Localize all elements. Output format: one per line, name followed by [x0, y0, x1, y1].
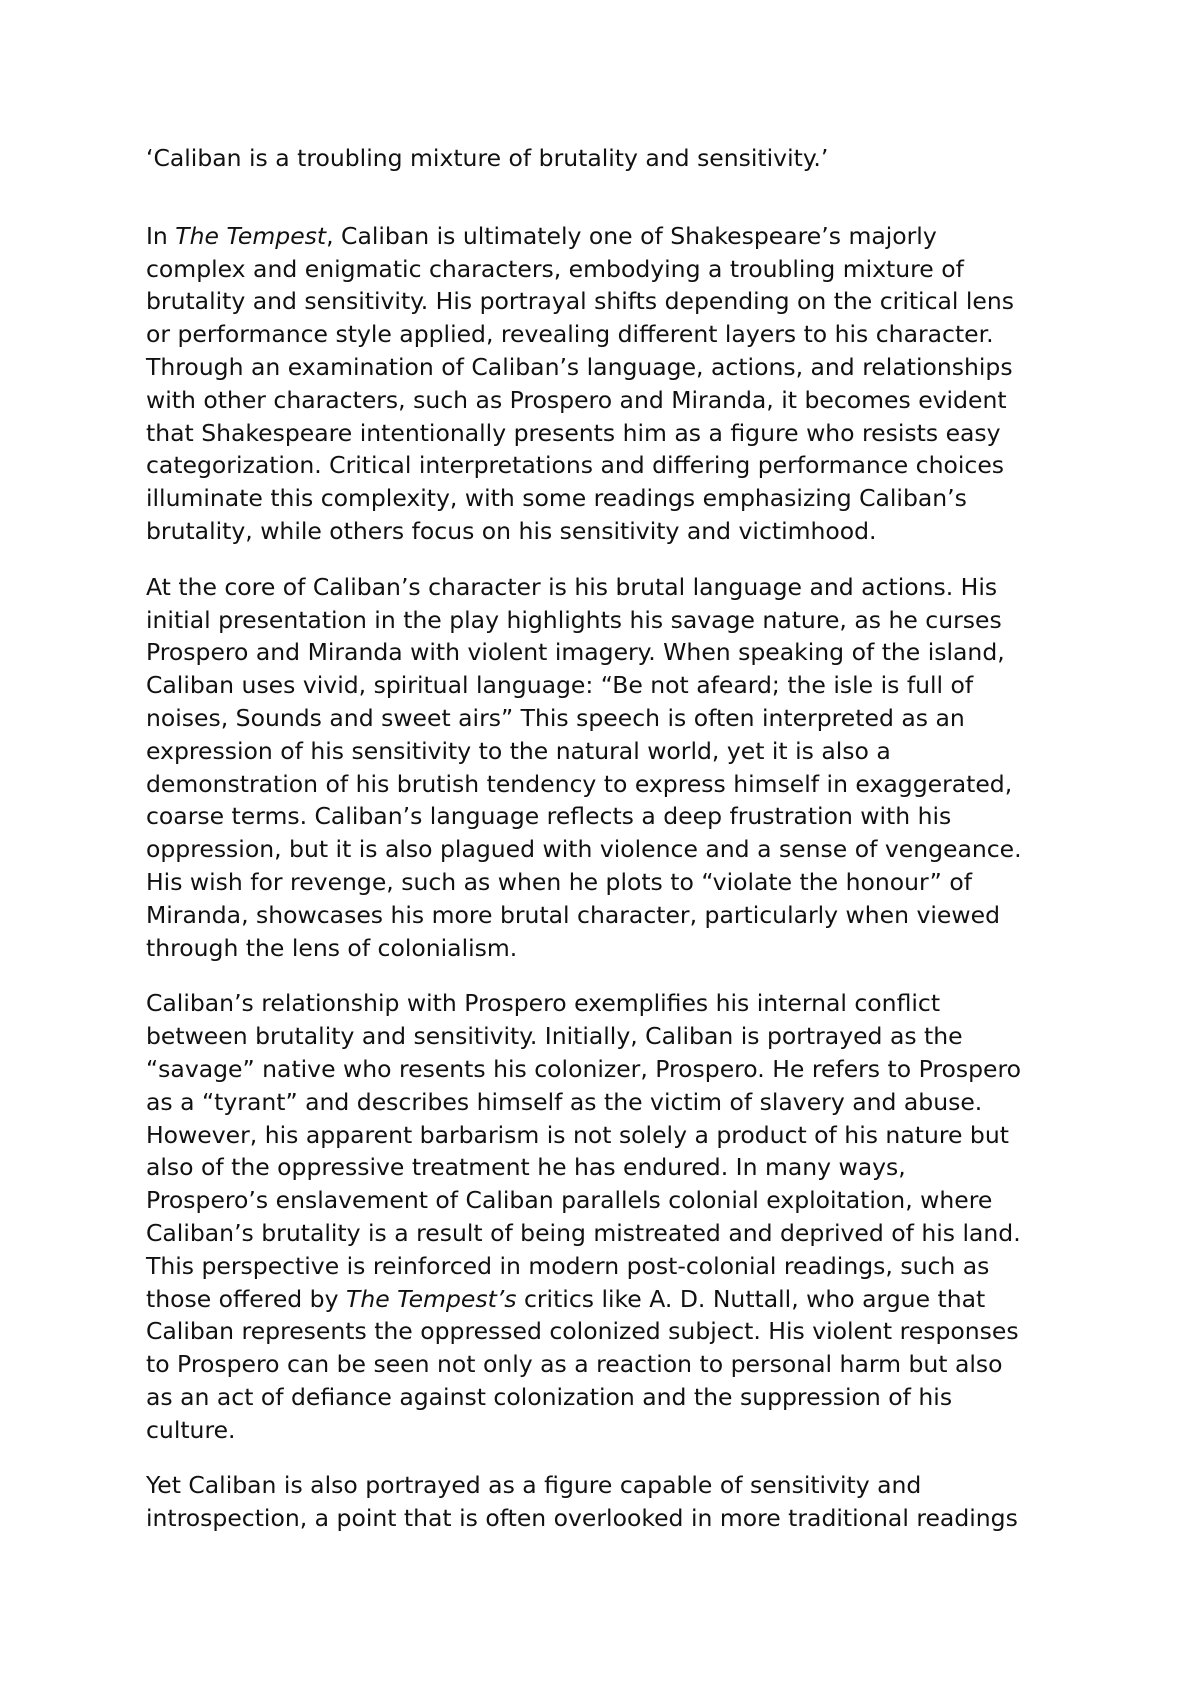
paragraph-container	[146, 220, 1076, 1535]
paragraph-line	[146, 1348, 1076, 1381]
paragraph-line	[146, 1381, 1076, 1414]
line-text: demonstration of his brutish tendency to express himself in exaggerated,	[146, 769, 1013, 798]
paragraph-line	[146, 351, 1076, 384]
line-text: categorization. Critical interpretations and differing performance choices	[146, 451, 1005, 480]
line-text: through the lens of colonialism.	[146, 933, 518, 962]
line-text: also of the oppressive treatment he has endured. In many ways,	[146, 1153, 906, 1182]
line-text: with other characters, such as Prospero and Miranda, it becomes evident	[146, 385, 1007, 414]
line-text: that Shakespeare intentionally presents him as a figure who resists easy	[146, 418, 1001, 447]
paragraph-line	[146, 417, 1076, 450]
line-text: or performance style applied, revealing different layers to his character.	[146, 320, 994, 349]
paragraph-line	[146, 285, 1076, 318]
paragraph-line	[146, 1315, 1076, 1348]
paragraph	[146, 571, 1076, 965]
paragraph-line	[146, 1151, 1076, 1184]
essay-title: ‘Caliban is a troubling mixture of brutality and sensitivity.’	[146, 144, 829, 172]
paragraph-line	[146, 1414, 1076, 1447]
line-text: Yet Caliban is also portrayed as a figure capable of sensitivity and	[146, 1471, 922, 1500]
paragraph-line	[146, 1283, 1076, 1316]
paragraph-line	[146, 702, 1076, 735]
paragraph-line	[146, 1119, 1076, 1152]
paragraph-line	[146, 318, 1076, 351]
paragraph-line	[146, 932, 1076, 965]
paragraph-line	[146, 1184, 1076, 1217]
line-text: brutality and sensitivity. His portrayal shifts depending on the critical lens	[146, 287, 1015, 316]
paragraph-line	[146, 253, 1076, 286]
line-text: those offered by	[146, 1284, 346, 1313]
line-text: expression of his sensitivity to the natural world, yet it is also a	[146, 736, 891, 765]
line-text: In	[146, 221, 176, 250]
line-text: His wish for revenge, such as when he plots to “violate the honour” of	[146, 867, 972, 896]
paragraph-line	[146, 899, 1076, 932]
line-text: Caliban uses vivid, spiritual language: “Be not afeard; the isle is full of	[146, 671, 974, 700]
paragraph-line	[146, 768, 1076, 801]
line-text: However, his apparent barbarism is not solely a product of his nature but	[146, 1120, 1009, 1149]
italic-title-text: The Tempest	[175, 221, 327, 250]
line-text: initial presentation in the play highlights his savage nature, as he curses	[146, 605, 1002, 634]
paragraph-line	[146, 800, 1076, 833]
line-text: , Caliban is ultimately one of Shakespeare’s majorly	[326, 221, 937, 250]
paragraph-line	[146, 220, 1076, 253]
line-text: as a “tyrant” and describes himself as the victim of slavery and abuse.	[146, 1087, 983, 1116]
paragraph-line	[146, 1502, 1076, 1535]
paragraph	[146, 1469, 1076, 1535]
line-text: between brutality and sensitivity. Initially, Caliban is portrayed as the	[146, 1022, 963, 1051]
paragraph-line	[146, 1086, 1076, 1119]
line-text: Prospero and Miranda with violent imagery. When speaking of the island,	[146, 638, 1005, 667]
italic-title-text: The Tempest’s	[345, 1284, 517, 1313]
line-text: Miranda, showcases his more brutal character, particularly when viewed	[146, 900, 1000, 929]
line-text: Prospero’s enslavement of Caliban parallels colonial exploitation, where	[146, 1186, 993, 1215]
line-text: as an act of defiance against colonization and the suppression of his	[146, 1382, 953, 1411]
paragraph	[146, 987, 1076, 1446]
line-text: brutality, while others focus on his sensitivity and victimhood.	[146, 516, 877, 545]
line-text: critics like A. D. Nuttall, who argue that	[516, 1284, 986, 1313]
paragraph-line	[146, 669, 1076, 702]
paragraph-line	[146, 515, 1076, 548]
paragraph-line	[146, 636, 1076, 669]
line-text: This perspective is reinforced in modern post-colonial readings, such as	[146, 1251, 990, 1280]
paragraph-line	[146, 449, 1076, 482]
line-text: Caliban’s relationship with Prospero exemplifies his internal conflict	[146, 989, 941, 1018]
line-text: illuminate this complexity, with some readings emphasizing Caliban’s	[146, 484, 967, 513]
paragraph-line	[146, 1250, 1076, 1283]
line-text: Through an examination of Caliban’s language, actions, and relationships	[146, 352, 1013, 381]
paragraph-line	[146, 833, 1076, 866]
line-text: introspection, a point that is often overlooked in more traditional readings	[146, 1504, 1018, 1533]
paragraph-line	[146, 735, 1076, 768]
line-text: “savage” native who resents his colonizer, Prospero. He refers to Prospero	[146, 1054, 1022, 1083]
paragraph-line	[146, 1020, 1076, 1053]
line-text: coarse terms. Caliban’s language reflects a deep frustration with his	[146, 802, 952, 831]
paragraph-line	[146, 1217, 1076, 1250]
paragraph-line	[146, 571, 1076, 604]
paragraph-line	[146, 1053, 1076, 1086]
line-text: At the core of Caliban’s character is his brutal language and actions. His	[146, 572, 998, 601]
line-text: culture.	[146, 1415, 236, 1444]
paragraph-line	[146, 987, 1076, 1020]
paragraph-line	[146, 604, 1076, 637]
line-text: Caliban’s brutality is a result of being mistreated and deprived of his land.	[146, 1218, 1021, 1247]
paragraph	[146, 220, 1076, 548]
paragraph-line	[146, 1469, 1076, 1502]
document-body	[146, 142, 1076, 1558]
line-text: complex and enigmatic characters, embodying a troubling mixture of	[146, 254, 964, 283]
paragraph-line	[146, 384, 1076, 417]
paragraph-line	[146, 866, 1076, 899]
line-text: to Prospero can be seen not only as a reaction to personal harm but also	[146, 1350, 1003, 1379]
line-text: Caliban represents the oppressed colonized subject. His violent responses	[146, 1317, 1019, 1346]
paragraph-line	[146, 482, 1076, 515]
line-text: oppression, but it is also plagued with violence and a sense of vengeance.	[146, 835, 1022, 864]
line-text: noises, Sounds and sweet airs” This speech is often interpreted as an	[146, 703, 965, 732]
